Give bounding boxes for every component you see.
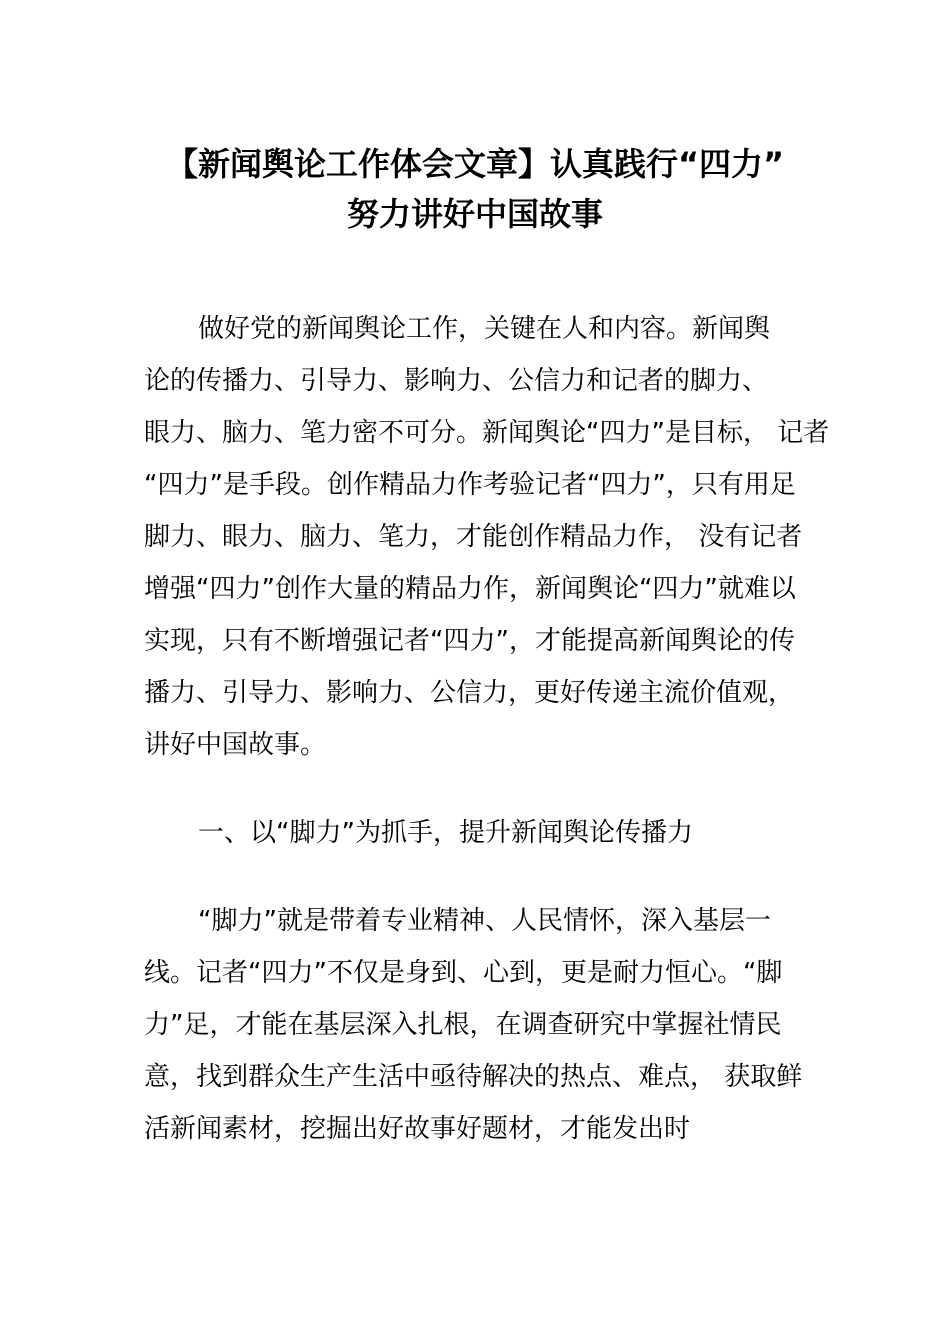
paragraph-line: 眼力、脑力、笔力密不可分。新闻舆论“四力”是目标， 记者 — [144, 418, 830, 448]
paragraph-line: 做好党的新闻舆论工作，关键在人和内容。新闻舆 — [198, 314, 771, 344]
paragraph-line: 脚力、眼力、脑力、笔力，才能创作精品力作， 没有记者 — [144, 522, 803, 552]
paragraph-line: 活新闻素材，挖掘出好故事好题材，才能发出时 — [144, 1114, 691, 1144]
section-heading-1: 一、以“脚力”为抓手，提升新闻舆论传播力 — [198, 818, 693, 848]
paragraph-line: “四力”是手段。创作精品力作考验记者“四力”，只有用足 — [144, 470, 796, 500]
paragraph-line: 增强“四力”创作大量的精品力作，新闻舆论“四力”就难以 — [144, 574, 796, 604]
paragraph-line: 论的传播力、引导力、影响力、公信力和记者的脚力、 — [144, 366, 769, 396]
paragraph-line: 讲好中国故事。 — [144, 730, 327, 760]
paragraph-line: “脚力”就是带着专业精神、人民情怀，深入基层一 — [198, 906, 771, 936]
paragraph-line: 线。记者“四力”不仅是身到、心到，更是耐力恒心。“脚 — [144, 958, 783, 988]
paragraph-line: 力”足，才能在基层深入扎根，在调查研究中掌握社情民 — [144, 1010, 782, 1040]
document-title-line-2: 努力讲好中国故事 — [346, 195, 603, 233]
paragraph-line: 播力、引导力、影响力、公信力，更好传递主流价值观， — [144, 678, 795, 708]
paragraph-line: 实现，只有不断增强记者“四力”，才能提高新闻舆论的传 — [144, 626, 795, 656]
document-title-line-1: 【新闻舆论工作体会文章】认真践行“四力” — [165, 145, 785, 183]
paragraph-line: 意，找到群众生产生活中亟待解决的热点、难点， 获取鲜 — [144, 1062, 803, 1092]
